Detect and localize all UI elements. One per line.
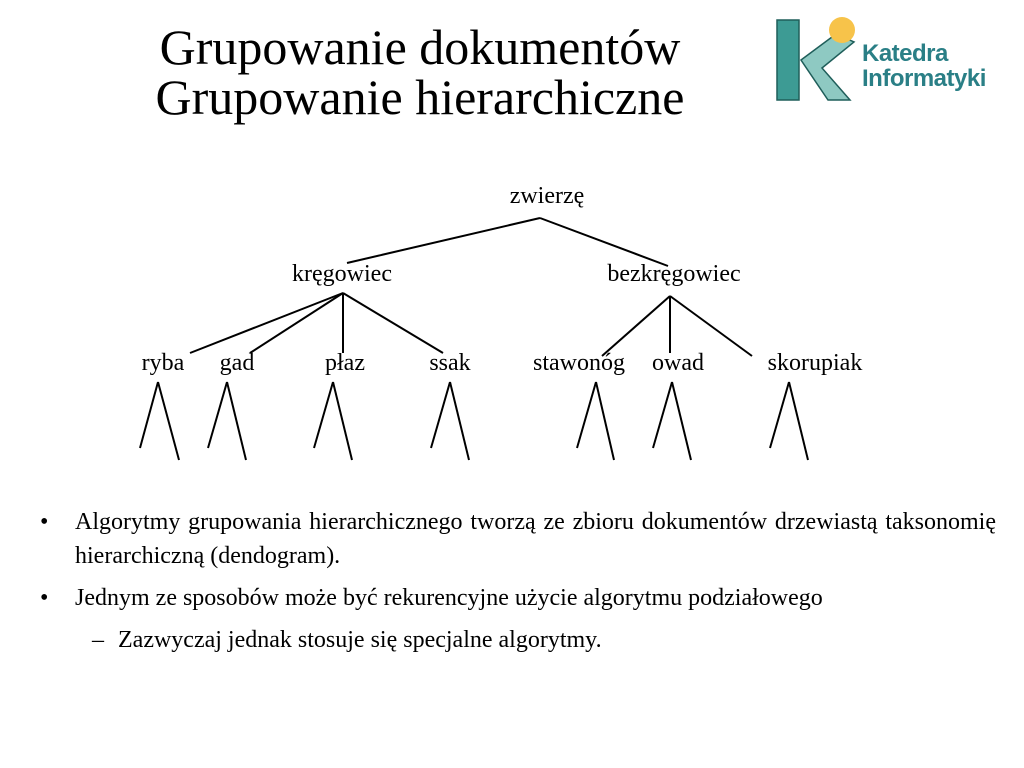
- node-vertebrate: kręgowiec: [292, 261, 392, 287]
- node-amphibian: płaz: [325, 350, 365, 376]
- node-reptile: gad: [219, 350, 255, 376]
- bullet-marker: •: [40, 585, 49, 611]
- slide-title: [100, 19, 740, 125]
- sub-bullet-text: Zazwyczaj jednak stosuje się specjalne algorytmy.: [118, 627, 602, 653]
- title-line-2: Grupowanie hierarchiczne: [155, 69, 685, 125]
- bullet-item-1: [40, 505, 996, 573]
- logo-line-2: Informatyki: [862, 65, 986, 92]
- node-crustacean: skorupiak: [767, 350, 863, 376]
- taxonomy-tree: [0, 170, 1024, 470]
- logo-line-1: Katedra: [862, 40, 948, 67]
- logo-k-stem: [777, 20, 799, 100]
- node-insect: owad: [652, 350, 704, 376]
- logo-text: [862, 40, 986, 96]
- node-root: zwierzę: [509, 183, 585, 209]
- title-line-1: Grupowanie dokumentów: [159, 19, 681, 75]
- logo-k-arm: [801, 34, 854, 100]
- node-mammal: ssak: [429, 350, 471, 376]
- logo-sun-icon: [829, 17, 855, 43]
- bullet-text: Algorytmy grupowania hierarchicznego tworzą ze zbioru dokumentów drzewiastą taksonomię hierarchiczną (dendogram).: [75, 509, 996, 569]
- sub-bullet-item: [40, 623, 996, 657]
- node-arthropod: stawonóg: [533, 350, 625, 376]
- bullet-item-2: [40, 581, 996, 615]
- node-invertebrate: bezkręgowiec: [607, 261, 741, 287]
- bullet-marker: •: [40, 509, 49, 535]
- sub-bullet-marker: –: [92, 627, 104, 653]
- node-fish: ryba: [141, 350, 185, 376]
- bullet-text: Jednym ze sposobów może być rekurencyjne użycie algorytmu podziałowego: [75, 585, 823, 611]
- tree-edges: [0, 170, 1024, 470]
- bullet-list: [40, 505, 996, 657]
